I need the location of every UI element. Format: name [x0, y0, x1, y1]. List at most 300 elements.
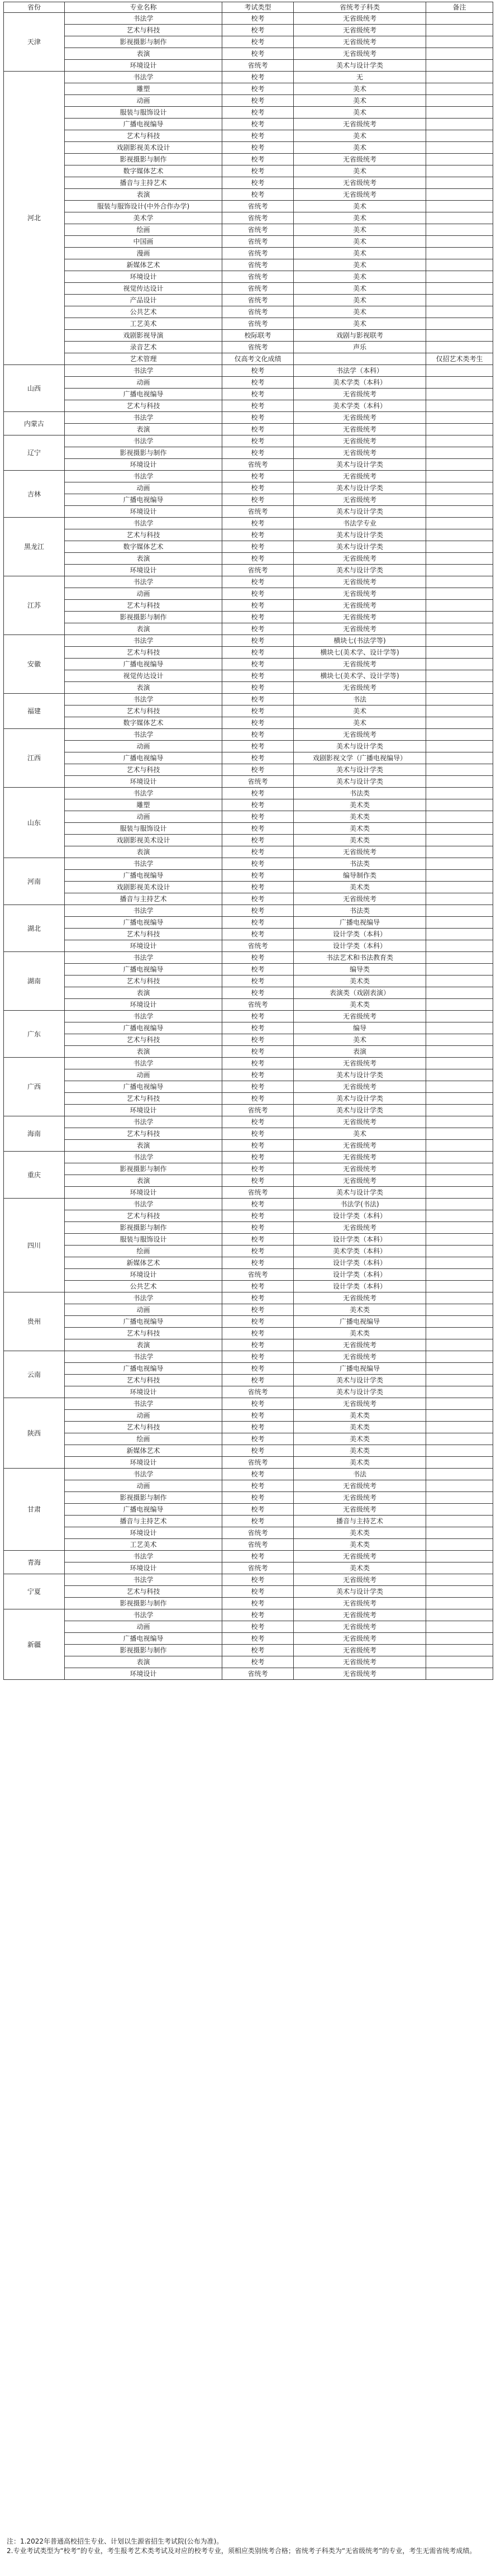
table-row [4, 1105, 493, 1116]
exam-type-cell: 校考 [222, 494, 294, 506]
exam-type-cell: 省统考 [222, 201, 294, 212]
major-cell: 书法学 [65, 13, 222, 25]
note-cell [426, 635, 493, 647]
table-row [4, 1328, 493, 1339]
major-cell: 播音与主持艺术 [65, 893, 222, 905]
note-cell [426, 201, 493, 212]
major-cell: 表演 [65, 553, 222, 565]
exam-type-cell: 校考 [222, 1116, 294, 1128]
note-cell [426, 764, 493, 776]
major-cell: 书法学 [65, 1152, 222, 1163]
exam-type-cell: 省统考 [222, 212, 294, 224]
major-cell: 环境设计 [65, 999, 222, 1011]
major-cell: 艺术与科技 [65, 600, 222, 612]
major-cell: 新媒体艺术 [65, 1445, 222, 1457]
exam-type-cell: 校考 [222, 1633, 294, 1645]
table-row [4, 271, 493, 283]
major-cell: 播音与主持艺术 [65, 177, 222, 189]
exam-type-cell: 校考 [222, 600, 294, 612]
note-cell [426, 729, 493, 741]
subject-cell: 无省级统考 [294, 1398, 426, 1410]
subject-cell: 美术与设计学类 [294, 741, 426, 752]
subject-cell: 美术类 [294, 1527, 426, 1539]
table-row [4, 72, 493, 83]
table-row [4, 1504, 493, 1516]
note-cell [426, 893, 493, 905]
note-cell [426, 964, 493, 976]
exam-type-cell: 校考 [222, 377, 294, 389]
table-row [4, 154, 493, 165]
subject-cell: 广播电视编导 [294, 1363, 426, 1375]
note-cell [426, 377, 493, 389]
note-cell [426, 776, 493, 788]
exam-type-cell: 校考 [222, 1222, 294, 1234]
table-row [4, 541, 493, 553]
subject-cell: 无省级统考 [294, 1551, 426, 1562]
exam-type-cell: 校考 [222, 1210, 294, 1222]
table-row [4, 1081, 493, 1093]
major-cell: 动画 [65, 811, 222, 823]
major-cell: 服装与服饰设计 [65, 823, 222, 835]
table-row [4, 1069, 493, 1081]
note-cell [426, 1210, 493, 1222]
note-cell [426, 1058, 493, 1069]
exam-type-cell: 校考 [222, 1093, 294, 1105]
table-row [4, 36, 493, 48]
note-cell [426, 83, 493, 95]
table-row [4, 940, 493, 952]
major-cell: 书法学 [65, 1551, 222, 1562]
note-cell [426, 1480, 493, 1492]
subject-cell: 书法学专业 [294, 518, 426, 529]
note-cell [426, 424, 493, 435]
province-cell: 江西 [4, 729, 65, 788]
note-cell [426, 506, 493, 518]
subject-cell: 美术 [294, 1128, 426, 1140]
exam-type-cell: 校考 [222, 130, 294, 142]
table-row [4, 835, 493, 846]
exam-type-cell: 校考 [222, 1128, 294, 1140]
major-cell: 广播电视编导 [65, 1022, 222, 1034]
major-cell: 环境设计 [65, 776, 222, 788]
subject-cell: 美术与设计学类 [294, 1586, 426, 1598]
subject-cell: 美术 [294, 212, 426, 224]
table-row [4, 1222, 493, 1234]
subject-cell: 美术 [294, 165, 426, 177]
note-cell [426, 1022, 493, 1034]
province-cell: 福建 [4, 694, 65, 729]
note-cell [426, 659, 493, 670]
table-row [4, 306, 493, 318]
exam-type-cell: 省统考 [222, 236, 294, 248]
exam-type-cell: 省统考 [222, 506, 294, 518]
province-cell: 山东 [4, 788, 65, 858]
note-cell [426, 1246, 493, 1257]
province-cell: 吉林 [4, 471, 65, 518]
subject-cell: 无 [294, 72, 426, 83]
subject-cell: 书法学(书法) [294, 1199, 426, 1210]
major-cell: 广播电视编导 [65, 870, 222, 882]
subject-cell: 戏剧影视文学（广播电视编导） [294, 752, 426, 764]
subject-cell: 无省级统考 [294, 1175, 426, 1187]
table-row [4, 729, 493, 741]
note-cell [426, 154, 493, 165]
table-row [4, 529, 493, 541]
exam-type-cell: 校考 [222, 1199, 294, 1210]
note-cell [426, 576, 493, 588]
table-row [4, 1598, 493, 1609]
major-cell: 美术学 [65, 212, 222, 224]
table-row [4, 717, 493, 729]
subject-cell: 美术 [294, 201, 426, 212]
subject-cell: 美术类 [294, 1539, 426, 1551]
subject-cell: 横块七(美术学、设计学等) [294, 670, 426, 682]
exam-type-cell: 校考 [222, 83, 294, 95]
subject-cell: 书法 [294, 1469, 426, 1480]
table-row [4, 318, 493, 330]
major-cell: 艺术与科技 [65, 1328, 222, 1339]
subject-cell: 书法学（本科） [294, 365, 426, 377]
note-cell [426, 1163, 493, 1175]
note-cell [426, 1551, 493, 1562]
note-cell [426, 95, 493, 107]
subject-cell: 美术与设计学类 [294, 459, 426, 471]
major-cell: 环境设计 [65, 506, 222, 518]
subject-cell: 无省级统考 [294, 1633, 426, 1645]
subject-cell: 表演类（戏剧表演） [294, 987, 426, 999]
note-cell [426, 471, 493, 482]
major-cell: 产品设计 [65, 295, 222, 306]
province-cell: 河南 [4, 858, 65, 905]
exam-type-cell: 省统考 [222, 1187, 294, 1199]
table-row [4, 1633, 493, 1645]
table-row [4, 1351, 493, 1363]
major-cell: 环境设计 [65, 940, 222, 952]
subject-cell: 书法类 [294, 788, 426, 799]
exam-type-cell: 校考 [222, 929, 294, 940]
table-row [4, 1375, 493, 1386]
note-cell [426, 1011, 493, 1022]
note-cell [426, 1175, 493, 1187]
major-cell: 服装与服饰设计 [65, 1234, 222, 1246]
exam-type-cell: 省统考 [222, 271, 294, 283]
table-row [4, 377, 493, 389]
exam-type-cell: 校考 [222, 36, 294, 48]
major-cell: 书法学 [65, 635, 222, 647]
note-cell [426, 917, 493, 929]
major-cell: 书法学 [65, 905, 222, 917]
table-row [4, 1410, 493, 1422]
exam-type-cell: 校考 [222, 670, 294, 682]
note-cell [426, 1081, 493, 1093]
major-cell: 新媒体艺术 [65, 1257, 222, 1269]
province-cell: 广西 [4, 1058, 65, 1116]
table-row [4, 576, 493, 588]
exam-type-cell: 校考 [222, 752, 294, 764]
major-cell: 书法学 [65, 1351, 222, 1363]
major-cell: 动画 [65, 1410, 222, 1422]
exam-type-cell: 省统考 [222, 248, 294, 259]
major-cell: 艺术与科技 [65, 529, 222, 541]
note-cell [426, 1586, 493, 1598]
major-cell: 动画 [65, 1480, 222, 1492]
note-cell [426, 823, 493, 835]
major-cell: 公共艺术 [65, 306, 222, 318]
exam-type-cell: 省统考 [222, 60, 294, 72]
table-row [4, 682, 493, 694]
subject-cell: 无省级统考 [294, 1668, 426, 1680]
subject-cell: 美术 [294, 95, 426, 107]
exam-type-cell: 校考 [222, 694, 294, 705]
note-cell [426, 647, 493, 659]
subject-cell: 美术与设计学类 [294, 529, 426, 541]
exam-type-cell: 校考 [222, 1516, 294, 1527]
major-cell: 书法学 [65, 365, 222, 377]
table-row [4, 435, 493, 447]
major-cell: 广播电视编导 [65, 1316, 222, 1328]
major-cell: 表演 [65, 1656, 222, 1668]
table-row [4, 459, 493, 471]
subject-cell: 设计学类（本科） [294, 929, 426, 940]
major-cell: 艺术与科技 [65, 1128, 222, 1140]
major-cell: 录音艺术 [65, 342, 222, 353]
note-cell [426, 365, 493, 377]
exam-type-cell: 校考 [222, 389, 294, 400]
note-cell [426, 1069, 493, 1081]
table-row [4, 882, 493, 893]
exam-type-cell: 校考 [222, 412, 294, 424]
table-row [4, 1034, 493, 1046]
table-row [4, 999, 493, 1011]
major-cell: 艺术与科技 [65, 764, 222, 776]
exam-type-cell: 校考 [222, 799, 294, 811]
exam-type-cell: 校考 [222, 1257, 294, 1269]
major-cell: 广播电视编导 [65, 752, 222, 764]
exam-type-cell: 校考 [222, 1621, 294, 1633]
subject-cell: 美术类 [294, 1422, 426, 1433]
exam-type-cell: 校考 [222, 952, 294, 964]
note-cell [426, 788, 493, 799]
subject-cell: 无省级统考 [294, 1504, 426, 1516]
subject-cell: 美术 [294, 717, 426, 729]
exam-type-cell: 校考 [222, 1328, 294, 1339]
subject-cell: 无省级统考 [294, 412, 426, 424]
subject-cell: 无省级统考 [294, 1339, 426, 1351]
major-cell: 表演 [65, 424, 222, 435]
major-cell: 影视摄影与制作 [65, 612, 222, 623]
note-cell [426, 60, 493, 72]
note-cell [426, 224, 493, 236]
note-cell [426, 389, 493, 400]
exam-type-cell: 校考 [222, 435, 294, 447]
major-cell: 表演 [65, 846, 222, 858]
subject-cell: 无省级统考 [294, 48, 426, 60]
table-row [4, 424, 493, 435]
table-row [4, 752, 493, 764]
major-cell: 服装与服饰设计(中外合作办学) [65, 201, 222, 212]
subject-cell: 广播电视编导 [294, 917, 426, 929]
table-row [4, 224, 493, 236]
note-cell [426, 1668, 493, 1680]
table-row [4, 353, 493, 365]
exam-type-cell: 省统考 [222, 306, 294, 318]
subject-cell: 书法 [294, 694, 426, 705]
note-cell [426, 1562, 493, 1574]
exam-type-cell: 校考 [222, 870, 294, 882]
major-cell: 表演 [65, 1175, 222, 1187]
subject-cell: 美术类 [294, 1410, 426, 1422]
note-cell [426, 1445, 493, 1457]
note-cell [426, 1492, 493, 1504]
table-row [4, 1128, 493, 1140]
subject-cell [294, 353, 426, 365]
exam-type-cell: 校考 [222, 846, 294, 858]
note-cell [426, 870, 493, 882]
note-cell: 仅招艺术类考生 [426, 353, 493, 365]
subject-cell: 美术与设计学类 [294, 482, 426, 494]
major-cell: 环境设计 [65, 1105, 222, 1116]
exam-type-cell: 校考 [222, 107, 294, 119]
table-row [4, 1046, 493, 1058]
major-cell: 工艺美术 [65, 318, 222, 330]
note-cell [426, 1339, 493, 1351]
major-cell: 绘画 [65, 1433, 222, 1445]
note-cell [426, 1093, 493, 1105]
table-row [4, 1316, 493, 1328]
exam-type-cell: 校考 [222, 482, 294, 494]
major-cell: 影视摄影与制作 [65, 36, 222, 48]
table-row [4, 1457, 493, 1469]
subject-cell: 无省级统考 [294, 612, 426, 623]
exam-type-cell: 省统考 [222, 318, 294, 330]
exam-type-cell: 省统考 [222, 1105, 294, 1116]
exam-type-cell: 校考 [222, 1422, 294, 1433]
table-row [4, 670, 493, 682]
subject-cell: 美术 [294, 83, 426, 95]
table-row [4, 95, 493, 107]
table-row [4, 1246, 493, 1257]
subject-cell: 美术 [294, 306, 426, 318]
major-cell: 艺术与科技 [65, 1586, 222, 1598]
note-cell [426, 13, 493, 25]
table-row [4, 1574, 493, 1586]
exam-type-cell: 校考 [222, 25, 294, 36]
province-cell: 天津 [4, 13, 65, 72]
table-row [4, 788, 493, 799]
exam-type-cell: 校考 [222, 119, 294, 130]
note-cell [426, 882, 493, 893]
subject-cell: 美术类 [294, 811, 426, 823]
major-cell: 环境设计 [65, 60, 222, 72]
note-cell [426, 1598, 493, 1609]
subject-cell: 美术类 [294, 999, 426, 1011]
table-row [4, 142, 493, 154]
major-cell: 广播电视编导 [65, 119, 222, 130]
note-cell [426, 518, 493, 529]
major-cell: 广播电视编导 [65, 1363, 222, 1375]
table-row [4, 1163, 493, 1175]
subject-cell: 美术与设计学类 [294, 60, 426, 72]
note-cell [426, 236, 493, 248]
major-cell: 雕塑 [65, 83, 222, 95]
table-row [4, 1292, 493, 1304]
major-cell: 书法学 [65, 729, 222, 741]
major-cell: 视觉传达设计 [65, 670, 222, 682]
note-cell [426, 107, 493, 119]
subject-cell: 无省级统考 [294, 1081, 426, 1093]
major-cell: 数字媒体艺术 [65, 717, 222, 729]
table-row [4, 165, 493, 177]
subject-cell: 无省级统考 [294, 435, 426, 447]
province-cell: 甘肃 [4, 1469, 65, 1551]
exam-type-cell: 校考 [222, 48, 294, 60]
note-cell [426, 846, 493, 858]
table-row [4, 212, 493, 224]
table-row [4, 952, 493, 964]
subject-cell: 美术类 [294, 799, 426, 811]
exam-type-cell: 校际联考 [222, 330, 294, 342]
province-cell: 黑龙江 [4, 518, 65, 576]
major-cell: 书法学 [65, 1574, 222, 1586]
exam-type-cell: 省统考 [222, 1539, 294, 1551]
note-cell [426, 1292, 493, 1304]
note-cell [426, 1128, 493, 1140]
note-cell [426, 189, 493, 201]
exam-type-cell: 校考 [222, 1574, 294, 1586]
subject-cell: 美术与设计学类 [294, 541, 426, 553]
subject-cell: 无省级统考 [294, 1116, 426, 1128]
major-cell: 雕塑 [65, 799, 222, 811]
table-row [4, 1586, 493, 1598]
subject-cell: 美术 [294, 236, 426, 248]
subject-cell: 美术类 [294, 1328, 426, 1339]
header-subject: 省统考子科类 [294, 2, 426, 13]
major-cell: 艺术与科技 [65, 1422, 222, 1433]
subject-cell: 设计学类（本科） [294, 1257, 426, 1269]
subject-cell: 无省级统考 [294, 729, 426, 741]
major-cell: 艺术与科技 [65, 130, 222, 142]
table-row [4, 177, 493, 189]
subject-cell: 无省级统考 [294, 447, 426, 459]
major-cell: 艺术管理 [65, 353, 222, 365]
major-cell: 环境设计 [65, 1562, 222, 1574]
exam-type-cell: 校考 [222, 424, 294, 435]
footnote-1: 注：1.2022年普通高校招生专业、计划以生源省招生考试院(公布为准)。 [7, 2537, 223, 2545]
note-cell [426, 248, 493, 259]
subject-cell: 声乐 [294, 342, 426, 353]
header-major: 专业名称 [65, 2, 222, 13]
major-cell: 工艺美术 [65, 1539, 222, 1551]
note-cell [426, 1621, 493, 1633]
table-row [4, 588, 493, 600]
major-cell: 戏剧影视美术设计 [65, 835, 222, 846]
exam-type-cell: 校考 [222, 13, 294, 25]
exam-type-cell: 校考 [222, 1281, 294, 1292]
note-cell [426, 1234, 493, 1246]
table-row [4, 1480, 493, 1492]
subject-cell: 美术与设计学类 [294, 776, 426, 788]
province-cell: 重庆 [4, 1152, 65, 1199]
exam-type-cell: 省统考 [222, 565, 294, 576]
table-row [4, 259, 493, 271]
subject-cell: 美术 [294, 283, 426, 295]
note-cell [426, 1609, 493, 1621]
subject-cell: 表演 [294, 1046, 426, 1058]
note-cell [426, 1281, 493, 1292]
exam-type-cell: 校考 [222, 1069, 294, 1081]
major-cell: 表演 [65, 1140, 222, 1152]
note-cell [426, 1105, 493, 1116]
